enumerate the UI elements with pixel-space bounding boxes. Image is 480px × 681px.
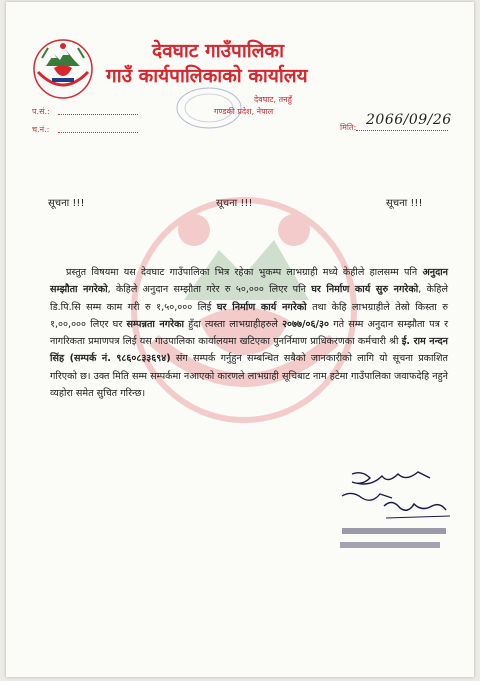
dispatch-line [58, 132, 138, 133]
body-bold-5: २०७७/०६/३० [282, 318, 329, 330]
body-bold-6: ई. राम नन्दन सिंह (सम्पर्क नं. ९८६०८३३६९४) [50, 336, 448, 365]
body-text-4: तथा केहि लाभग्राहीले तेस्रो किस्ता रु १,००,००० लिएर घर [50, 301, 448, 330]
office-address: देवघाट, तनहुँ [254, 95, 292, 104]
emblem-logo [32, 38, 94, 100]
notice-body [50, 264, 448, 402]
signature-block [322, 468, 452, 558]
body-text-6: गते सम्म अनुदान सम्झौता पत्र र नागरिकता प्रमाणपत्र लिई यस गाउपालिका कार्यालयमा खटिएका पुनर्निमाण प्राधिकरणका कर्मचारी श्री [50, 318, 449, 348]
letter-page [6, 2, 474, 677]
dispatch-label: च.नं.: [32, 125, 50, 134]
body-text-3: , केहिले डि.पि.सि सम्म काम गरी रु १,५०,००० लिई [50, 284, 448, 313]
body-text-7: संग सम्पर्क गर्नुहुन सम्बन्धित सबैको जानकारीको लागि यो सूचना प्रकाशित गरिएको छ। उक्त मिति सम्म सम्पर्कमा नआएको कारणले लाभग्राही सूचिबाट नाम हटेमा गाउँपालिका जवाफदेहि नहुने व्यहोरा समेत सुचित गरिन्छ। [50, 353, 448, 400]
header-stamp [174, 84, 244, 132]
office-province: गण्डकी प्रदेश, नेपाल [214, 107, 274, 116]
date-value: 2066/09/26 [366, 112, 452, 128]
body-text-2: , केहिले अनुदान सम्झौता गरेर रु ५०,००० लिएर पनि [107, 284, 312, 296]
notice-heading-right: सूचना !!! [386, 198, 423, 209]
body-bold-1: अनुदान सम्झौता नगरेको [50, 267, 448, 296]
office-name: देवघाट गाउँपालिका [152, 40, 285, 62]
notice-heading-left: सूचना !!! [48, 198, 85, 209]
date-line [356, 130, 448, 131]
body-intro: प्रस्तुत विषयमा यस देवघाट गाउँपालिका भित्र रहेका भुकम्प लाभग्राही मध्ये केहीले हालसम्म पनि [66, 267, 423, 278]
office-title: गाउँ कार्यपालिकाको कार्यालय [106, 65, 308, 87]
body-bold-3: घर निर्माण कार्य नगरेको [216, 301, 307, 313]
notice-heading-center: सूचना !!! [216, 198, 253, 209]
ref-line [58, 114, 138, 115]
ref-label: प.सं.: [32, 107, 50, 116]
date-label: मिति: [340, 123, 357, 132]
notice-paragraph [50, 264, 448, 402]
body-text-5: हुँदा त्यस्ता लाभग्राहीहरुले [183, 318, 283, 330]
body-bold-4: सम्पन्नता नगरेका [126, 318, 184, 330]
body-bold-2: घर निर्माण कार्य सुरु नगरेको [311, 284, 419, 296]
